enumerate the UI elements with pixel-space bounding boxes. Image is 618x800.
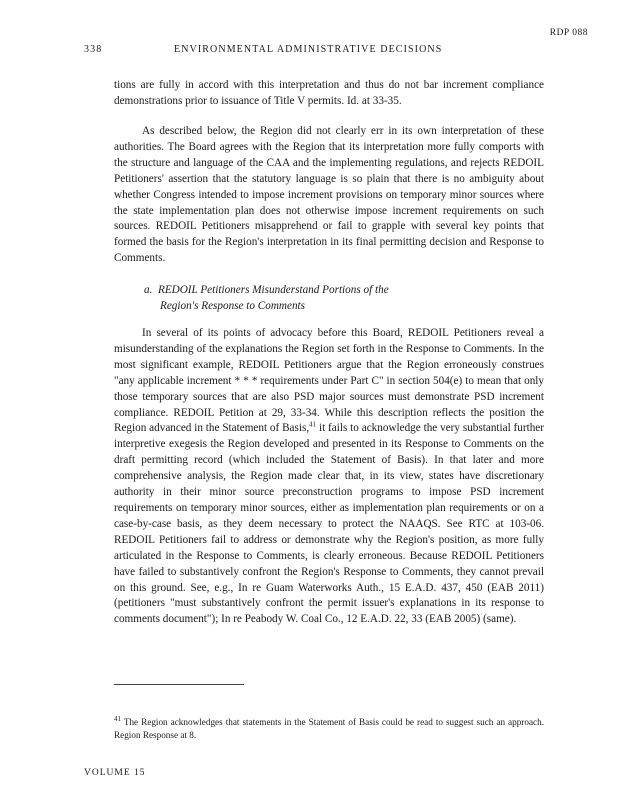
volume-footer: VOLUME 15 bbox=[84, 768, 146, 778]
paragraph-continuation bbox=[114, 78, 544, 110]
running-title: ENVIRONMENTAL ADMINISTRATIVE DECISIONS bbox=[174, 44, 443, 55]
paragraph-text-part2: it fails to acknowledge the very substantial further interpretive exegesis the Region developed and presented in its Response to Comments on the draft permitting record (which included the Statement of Basis). In that later and more comprehensive analysis, the Region made clear that, in its view, states have discretionary authority in their minor source preconstruction programs to impose PSD increment requirements on temporary minor sources, either as implementation plan requirements or on a case-by-case basis, as they deem necessary to protect the NAAQS. See RTC at 103-06. REDOIL Petitioners fail to address or demonstrate why the Region's position, as more fully articulated in the Response to Comments, is clearly erroneous. Because REDOIL Petitioners have failed to substantively confront the Region's Response to Comments, they cannot prevail on this ground. See, e.g., In re Guam Waterworks Auth., 15 E.A.D. 437, 450 (EAB 2011) (petitioners "must substantively confront the permit issuer's explanations in its response to comments document"); In re Peabody W. Coal Co., 12 E.A.D. 22, 33 (EAB 2005) (same). bbox=[114, 422, 544, 626]
paragraph-text: tions are fully in accord with this interpretation and thus do not bar increment compliance demonstrations prior to issuance of Title V permits. Id. at 33-35. bbox=[114, 79, 544, 107]
section-label: a. bbox=[144, 284, 153, 296]
footnote-ref[interactable]: 41 bbox=[309, 420, 317, 429]
section-heading bbox=[144, 283, 524, 315]
paragraph-interpretation bbox=[114, 124, 544, 267]
running-header bbox=[84, 44, 544, 55]
page-number: 338 bbox=[84, 44, 103, 55]
paragraph-misunderstanding bbox=[114, 326, 544, 628]
section-title-line2: Region's Response to Comments bbox=[160, 299, 306, 312]
footnote-divider bbox=[114, 684, 244, 685]
section-title-line1: REDOIL Petitioners Misunderstand Portions of the bbox=[157, 284, 389, 296]
footnote bbox=[114, 716, 544, 742]
footnote-number: 41 bbox=[114, 714, 121, 723]
paragraph-text-part1: In several of its points of advocacy before this Board, REDOIL Petitioners reveal a misunderstanding of the explanations the Region set forth in the Response to Comments. In the most significant example, REDOIL Petitioners argue that the Region erroneously construes "any applicable increment * * * requirements under Part C" in section 504(e) to mean that only those temporary sources that are also PSD major sources must demonstrate PSD increment compliance. REDOIL Petition at 29, 33-34. While this description reflects the position the Region advanced in the Statement of Basis, bbox=[114, 327, 544, 435]
document-id: RDP 088 bbox=[549, 28, 588, 38]
footnote-text: The Region acknowledges that statements in the Statement of Basis could be read to suggest such an approach. Region Response at 8. bbox=[114, 717, 544, 740]
paragraph-text: As described below, the Region did not clearly err in its own interpretation of these authorities. The Board agrees with the Region that its interpretation more fully comports with the structure and language of the CAA and the implementing regulations, and rejects REDOIL Petitioners' assertion that the statutory language is so plain that there is no ambiguity about whether Congress intended to impose increment provisions on temporary minor sources where the state implementation plan does not otherwise impose increment requirements on such sources. REDOIL Petitioners misapprehend or fail to grapple with several key points that formed the basis for the Region's interpretation in its final permitting decision and Response to Comments. bbox=[114, 125, 544, 265]
